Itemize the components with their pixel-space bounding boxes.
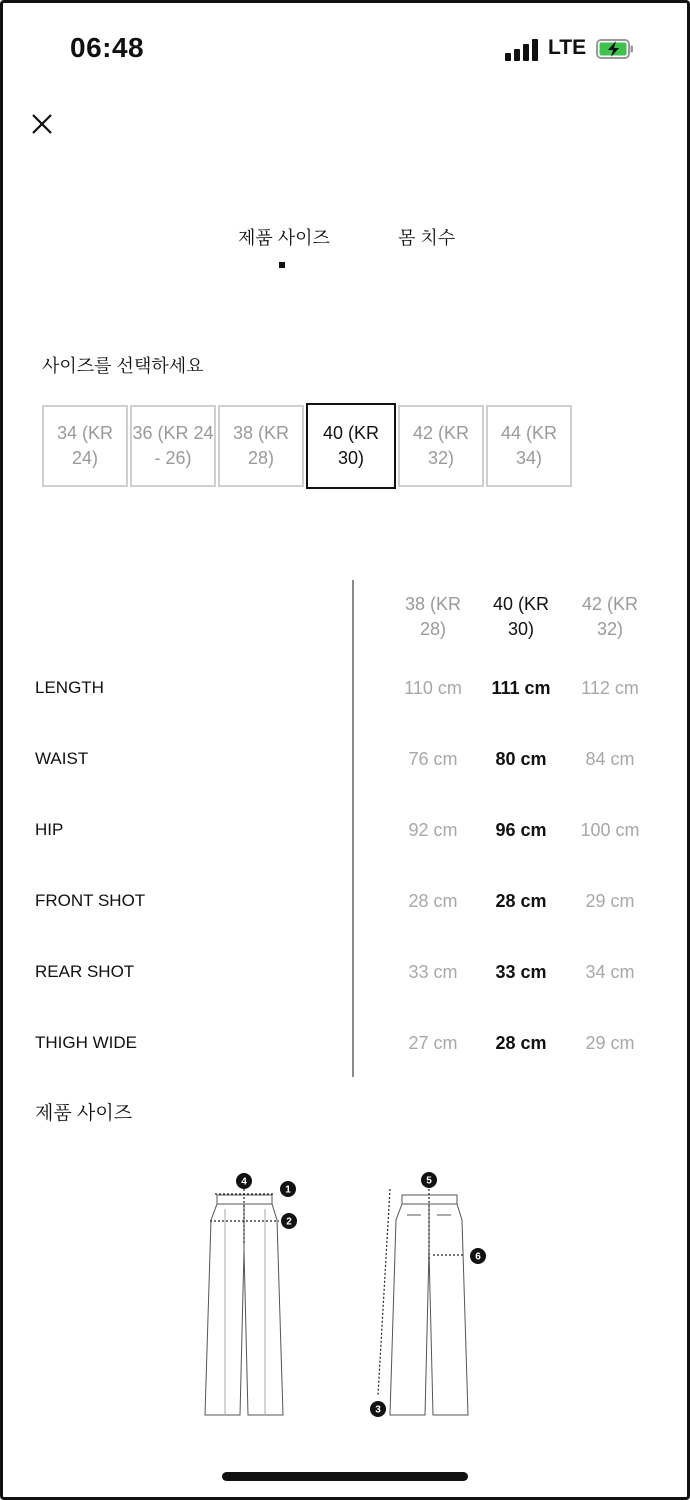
- row-label-hip: HIP: [35, 820, 64, 839]
- network-type: LTE: [548, 36, 587, 59]
- marker-6: 6: [475, 1251, 481, 1263]
- marker-1: 1: [285, 1184, 291, 1196]
- diagram-section-title: 제품 사이즈: [35, 1103, 133, 1124]
- table-cell: 76 cm: [408, 749, 458, 769]
- size-select-label: 사이즈를 선택하세요: [42, 356, 204, 376]
- row-label-length: LENGTH: [35, 678, 104, 697]
- marker-4: 4: [241, 1176, 247, 1188]
- close-icon[interactable]: [28, 110, 56, 138]
- active-tab-indicator: [279, 262, 285, 268]
- size-option-44[interactable]: 44 (KR 34): [486, 405, 572, 487]
- table-cell: 96 cm: [495, 820, 547, 840]
- column-header-42: 42 (KR 32): [581, 594, 639, 639]
- table-cell: 27 cm: [408, 1033, 458, 1053]
- tab-body-measurements[interactable]: 몸 치수: [398, 228, 456, 248]
- pants-measurement-diagram: [195, 1165, 505, 1430]
- table-cell: 28 cm: [495, 891, 547, 911]
- home-indicator[interactable]: [222, 1472, 468, 1481]
- table-cell: 33 cm: [408, 962, 458, 982]
- table-divider: [352, 580, 354, 1077]
- marker-3: 3: [375, 1404, 381, 1416]
- column-header-40: 40 (KR 30): [492, 594, 550, 639]
- table-cell: 111 cm: [491, 678, 551, 698]
- table-cell: 100 cm: [580, 820, 640, 840]
- row-label-thigh-wide: THIGH WIDE: [35, 1033, 137, 1052]
- size-option-42[interactable]: 42 (KR 32): [398, 405, 484, 487]
- table-cell: 28 cm: [408, 891, 458, 911]
- size-option-40[interactable]: 40 (KR 30): [306, 403, 396, 489]
- battery-charging-icon: [596, 38, 634, 60]
- table-cell: 110 cm: [404, 678, 462, 698]
- row-label-waist: WAIST: [35, 749, 89, 768]
- size-option-38[interactable]: 38 (KR 28): [218, 405, 304, 487]
- marker-2: 2: [286, 1216, 292, 1228]
- status-time: 06:48: [70, 32, 145, 63]
- table-cell: 29 cm: [585, 891, 635, 911]
- table-cell: 29 cm: [585, 1033, 635, 1053]
- size-option-34[interactable]: 34 (KR 24): [42, 405, 128, 487]
- row-label-rear-shot: REAR SHOT: [35, 962, 135, 981]
- size-option-36[interactable]: 36 (KR 24 - 26): [130, 405, 216, 487]
- marker-5: 5: [426, 1175, 432, 1187]
- table-cell: 84 cm: [585, 749, 635, 769]
- table-cell: 28 cm: [495, 1033, 547, 1053]
- row-label-front-shot: FRONT SHOT: [35, 891, 146, 910]
- table-cell: 112 cm: [581, 678, 639, 698]
- table-cell: 92 cm: [408, 820, 458, 840]
- size-options: [42, 405, 574, 489]
- table-cell: 80 cm: [495, 749, 547, 769]
- table-cell: 34 cm: [585, 962, 635, 982]
- tab-product-size[interactable]: 제품 사이즈: [238, 228, 330, 248]
- table-cell: 33 cm: [495, 962, 547, 982]
- signal-icon: [505, 39, 541, 61]
- column-header-38: 38 (KR 28): [404, 594, 462, 639]
